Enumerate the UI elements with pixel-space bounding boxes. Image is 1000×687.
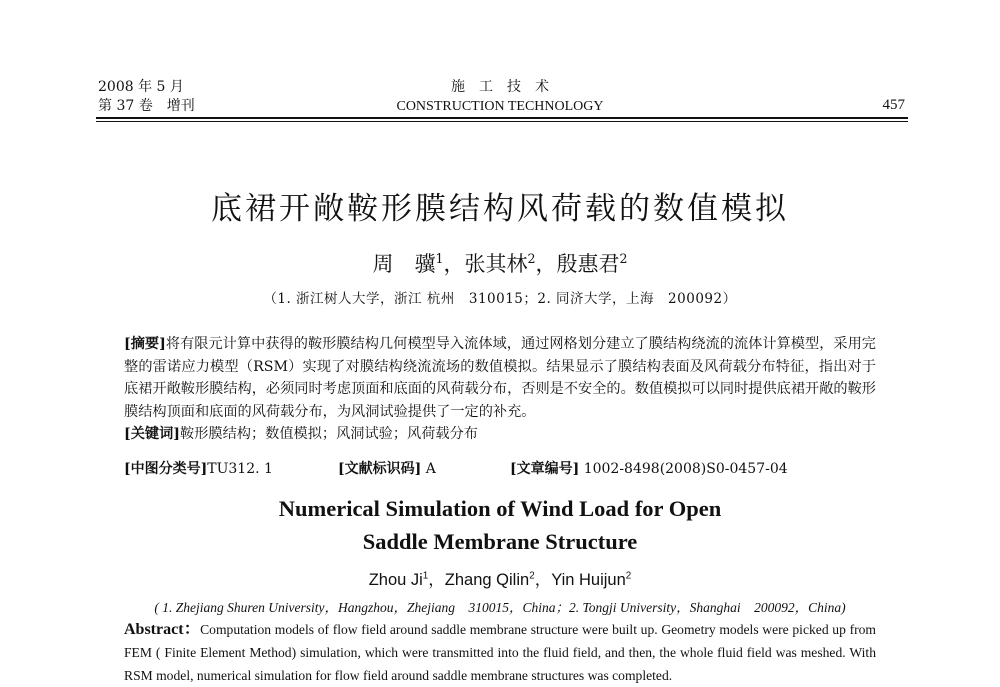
journal-name-cn: 施工技术 [451,79,563,95]
author-1-en-affil: 1 [422,570,429,582]
issue-volume: 第 37 卷 增刊 [98,98,195,114]
header-rule-thin [96,121,908,122]
author-2-en: ，Zhang Qilin [428,571,530,589]
paper-title-en [0,492,1000,558]
author-3-en-affil: 2 [625,570,632,582]
article-value: 1002-8498(2008)S0-0457-04 [579,461,788,477]
author-2-cn-affil: 2 [527,251,536,266]
author-1-cn: 周 骥 [372,252,436,276]
author-2-cn: ，张其林 [443,252,528,276]
authors-en [0,566,1000,590]
abstract-en-label: Abstract： [124,621,201,638]
doc-label: [文献标识码] [338,461,422,477]
affiliation-cn: （1. 浙江树人大学，浙江 杭州 310015；2. 同济大学，上海 200092） [263,291,737,307]
abstract-cn-text: 将有限元计算中获得的鞍形膜结构几何模型导入流体域，通过网格划分建立了膜结构绕流的流体计算模型，采用完整的雷诺应力模型（RSM）实现了对膜结构绕流流场的数值模拟。结果显示了膜结构表面及风荷载分布特征，指出对于底裙开敞鞍形膜结构，必须同时考虑顶面和底面的风荷载分布，否则是不安全的。数值模拟可以同时提供底裙开敞的鞍形膜结构顶面和底面的风荷载分布，为风洞试验提供了一定的补充。 [124,336,876,420]
doc-value: A [421,461,436,477]
keywords-cn-text: 鞍形膜结构；数值模拟；风洞试验；风荷载分布 [180,426,478,442]
journal-name [0,78,1000,116]
abstract-en [124,618,876,687]
journal-name-en: CONSTRUCTION TECHNOLOGY [396,99,604,114]
abstract-cn-body [124,333,876,423]
clc-label: [中图分类号] [124,461,208,477]
abstract-cn [124,333,876,446]
authors-cn [0,248,1000,278]
abstract-cn-label: [摘要] [124,336,166,352]
article-label: [文章编号] [510,461,580,477]
author-3-cn-affil: 2 [619,251,628,266]
clc-number [124,458,273,478]
paper-title-cn: 底裙开敞鞍形膜结构风荷载的数值模拟 [211,191,789,227]
page-number: 457 [882,97,905,113]
abstract-en-text: Computation models of flow field around saddle membrane structure were built up. Geometry models were picked up from FEM ( Finite Element Method) simulation, which were transmitted into the fluid field, and then, the whole fluid field was meshed. With RSM model, numerical simulation for flow field around saddle membrane structures was completed. [124,622,876,683]
author-3-en: ，Yin Huijun [534,571,626,589]
issue-date: 2008 年 5 月 [98,79,184,95]
author-2-en-affil: 2 [529,570,535,582]
author-1-cn-affil: 1 [435,251,444,266]
clc-value: TU312. 1 [207,461,273,477]
header-rule-thick [96,117,908,119]
affiliation-en: ( 1. Zhejiang Shuren University，Hangzhou，Zhejiang 310015，China；2. Tongji University，Shanghai 200092，China) [154,600,846,615]
keywords-cn [124,423,876,446]
author-1-en: Zhou Ji [368,571,423,589]
doc-code [338,458,436,478]
paper-title-en-line1: Numerical Simulation of Wind Load for Open [278,496,722,521]
keywords-cn-label: [关键词] [124,426,180,442]
paper-title-en-line2: Saddle Membrane Structure [362,529,638,554]
article-number [510,458,788,478]
author-3-cn: ，殷惠君 [535,252,620,276]
